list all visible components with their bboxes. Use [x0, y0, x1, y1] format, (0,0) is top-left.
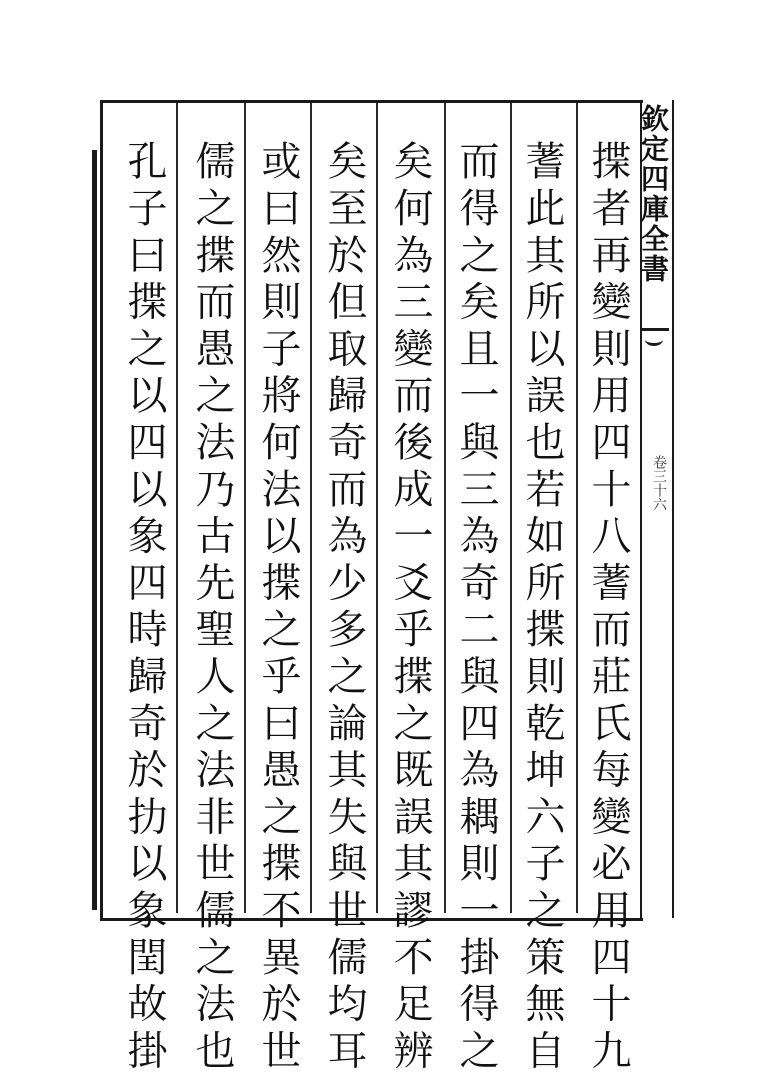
column-rule — [376, 103, 378, 913]
text-column-1: 揲者再變則用四十八蓍而莊氏每變必用四十九 — [585, 140, 631, 1076]
text-column-6: 或曰然則子將何法以揲之乎曰愚之揲不異於世 — [255, 140, 301, 1076]
text-column-5: 矣至於但取歸奇而為少多之論其失與世儒均耳 — [321, 140, 367, 1076]
gutter-book-title: 欽定四庫全書 — [637, 104, 670, 284]
fish-tail-mark-icon — [641, 328, 669, 345]
column-rule — [244, 103, 246, 913]
frame-left-border — [92, 150, 97, 910]
text-column-8: 孔子曰揲之以四以象四時歸奇於扐以象閏故掛 — [121, 140, 167, 1076]
column-rule — [576, 103, 578, 913]
text-column-3: 而得之矣且一與三為奇二與四為耦則一掛得之 — [453, 140, 499, 1076]
gutter-volume-number: 卷三十六 — [651, 455, 667, 511]
text-column-7: 儒之揲而愚之法乃古先聖人之法非世儒之法也 — [189, 140, 235, 1076]
text-column-4: 矣何為三變而後成一爻乎揲之既誤其謬不足辨 — [387, 140, 433, 1076]
column-rule — [444, 103, 446, 913]
column-rule — [176, 103, 178, 913]
column-rule — [310, 103, 312, 913]
text-column-2: 蓍此其所以誤也若如所揲則乾坤六子之策無自 — [519, 140, 565, 1076]
column-rule — [510, 103, 512, 913]
